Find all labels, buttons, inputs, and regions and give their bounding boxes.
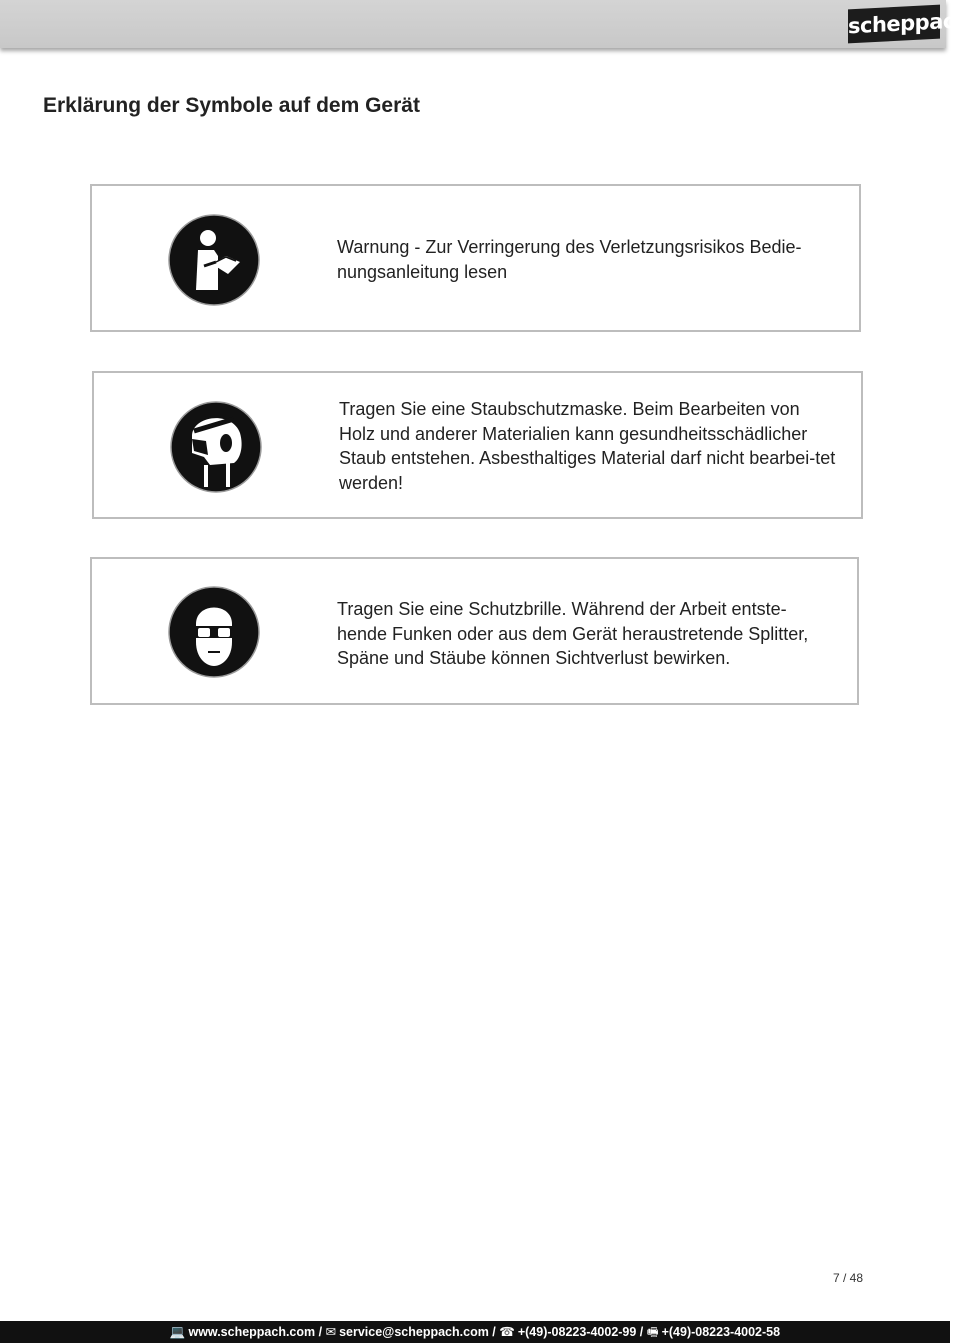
fax-number: +(49)-08223-4002-58	[661, 1325, 781, 1339]
page-title: Erklärung der Symbole auf dem Gerät	[43, 94, 420, 117]
read-manual-icon	[168, 214, 260, 306]
fax-icon: 🖷	[646, 1325, 659, 1339]
safety-goggles-icon	[168, 586, 260, 678]
symbol-box-dust-mask	[92, 371, 863, 519]
phone-icon: ☎	[499, 1325, 515, 1339]
phone-number: +(49)-08223-4002-99 /	[517, 1325, 644, 1339]
symbol-text-read-manual: Warnung - Zur Verringerung des Verletzungsrisikos Bedie-nungsanleitung lesen	[337, 237, 802, 282]
symbol-box-safety-goggles	[90, 557, 859, 705]
symbol-box-read-manual	[90, 184, 861, 332]
brand-logo: scheppach	[848, 5, 940, 44]
footer-bar	[0, 1321, 950, 1343]
dust-mask-icon	[170, 401, 262, 493]
header-bar	[0, 0, 969, 48]
symbol-text-dust-mask: Tragen Sie eine Staubschutzmaske. Beim Bearbeiten von Holz und anderer Materialien kann gesundheitsschädlicher Staub entstehen. Asbesthaltiges Material darf nicht bearbei-tet werden!	[339, 399, 836, 493]
symbol-text-safety-goggles: Tragen Sie eine Schutzbrille. Während der Arbeit entste-hende Funken oder aus dem Gerät heraustretende Splitter, Späne und Stäube können Sichtverlust bewirken.	[337, 599, 809, 668]
page-number: 7 / 48	[832, 1271, 863, 1285]
email-icon: ✉	[325, 1325, 337, 1339]
email-link[interactable]: service@scheppach.com /	[339, 1325, 496, 1339]
computer-icon: 💻	[169, 1325, 186, 1339]
website-link[interactable]: www.scheppach.com /	[188, 1325, 323, 1339]
